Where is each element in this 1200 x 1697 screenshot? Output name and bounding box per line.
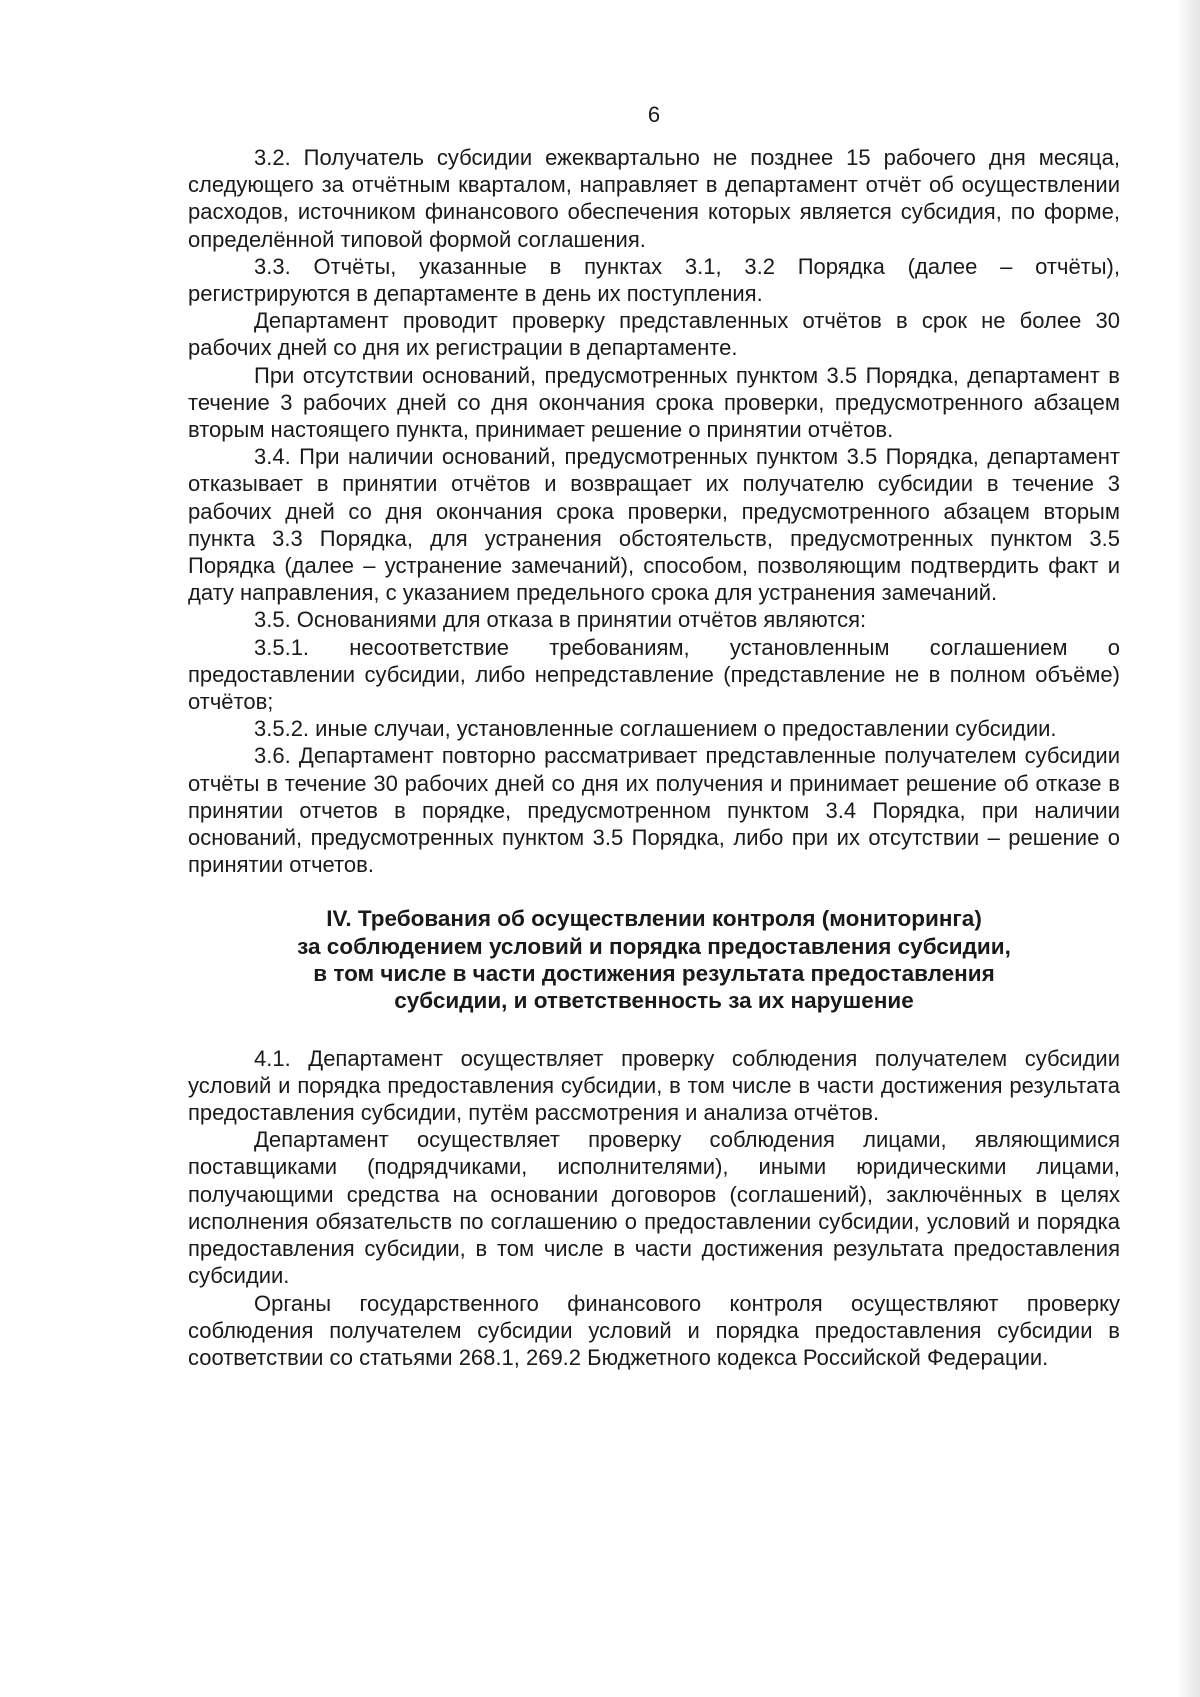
section-heading-line: IV. Требования об осуществлении контроля (мониторинга) [326, 906, 982, 932]
paragraph-4-1-state-control: Органы государственного финансового контроля осуществляют проверку соблюдения получателем субсидии условий и порядка предоставления субсидии в соответствии со статьями 268.1, 269.2 Бюджетного кодекса Российской Федерации. [188, 1290, 1120, 1370]
paragraph-3-5: 3.5. Основаниями для отказа в принятии отчётов являются: [254, 607, 867, 633]
section-heading-line: в том числе в части достижения результата предоставления [313, 961, 995, 987]
paragraph-3-3: 3.3. Отчёты, указанные в пунктах 3.1, 3.2 Порядка (далее – отчёты), регистрируются в департаменте в день их поступления. [188, 253, 1120, 307]
paragraph-3-6: 3.6. Департамент повторно рассматривает представленные получателем субсидии отчёты в течение 30 рабочих дней со дня их получения и принимает решение об отказе в принятии отчетов в порядке, предусмотренном пунктом 3.4 Порядка, при наличии оснований, предусмотренных пунктом 3.5 Порядка, либо при их отсутствии – решение о принятии отчетов. [188, 743, 1120, 878]
page-number: 6 [647, 102, 661, 127]
section-heading-line: субсидии, и ответственность за их нарушение [394, 988, 914, 1014]
paragraph-3-2: 3.2. Получатель субсидии ежеквартально не позднее 15 рабочего дня месяца, следующего за отчётным кварталом, направляет в департамент отчёт об осуществлении расходов, источником финансового обеспечения которых является субсидия, по форме, определённой типовой формой соглашения. [188, 145, 1120, 252]
section-heading-line: за соблюдением условий и порядка предоставления субсидии, [297, 933, 1011, 959]
scan-edge-shadow [1178, 0, 1200, 1697]
paragraph-3-3-acceptance: При отсутствии оснований, предусмотренных пунктом 3.5 Порядка, департамент в течение 3 рабочих дней со дня окончания срока проверки, предусмотренного абзацем вторым настоящего пункта, принимает решение о принятии отчётов. [188, 362, 1120, 443]
paragraph-3-3-review: Департамент проводит проверку представленных отчётов в срок не более 30 рабочих дней со дня их регистрации в департаменте. [188, 308, 1120, 361]
paragraph-4-1-contractors: Департамент осуществляет проверку соблюдения лицами, являющимися поставщиками (подрядчиками, исполнителями), иными юридическими лицами, получающими средства на основании договоров (соглашений), заключённых в целях исполнения обязательств по соглашению о предоставлении субсидии, условий и порядка предоставления субсидии, в том числе в части достижения результата предоставления субсидии. [188, 1127, 1120, 1289]
paragraph-4-1: 4.1. Департамент осуществляет проверку соблюдения получателем субсидии условий и порядка предоставления субсидии, в том числе в части достижения результата предоставления субсидии, путём рассмотрения и анализа отчётов. [188, 1045, 1120, 1126]
paragraph-3-5-2: 3.5.2. иные случаи, установленные соглашением о предоставлении субсидии. [254, 716, 1057, 742]
section-heading [188, 905, 1120, 1014]
document-body [188, 144, 1120, 1371]
paragraph-3-5-1: 3.5.1. несоответствие требованиям, установленным соглашением о предоставлении субсидии, либо непредставление (представление не в полном объёме) отчётов; [188, 634, 1120, 715]
paragraph-3-4: 3.4. При наличии оснований, предусмотренных пунктом 3.5 Порядка, департамент отказывает в принятии отчётов и возвращает их получателю субсидии в течение 3 рабочих дней со дня окончания срока проверки, предусмотренного абзацем вторым пункта 3.3 Порядка, для устранения обстоятельств, предусмотренных пунктом 3.5 Порядка (далее – устранение замечаний), способом, позволяющим подтвердить факт и дату направления, с указанием предельного срока для устранения замечаний. [188, 444, 1120, 606]
